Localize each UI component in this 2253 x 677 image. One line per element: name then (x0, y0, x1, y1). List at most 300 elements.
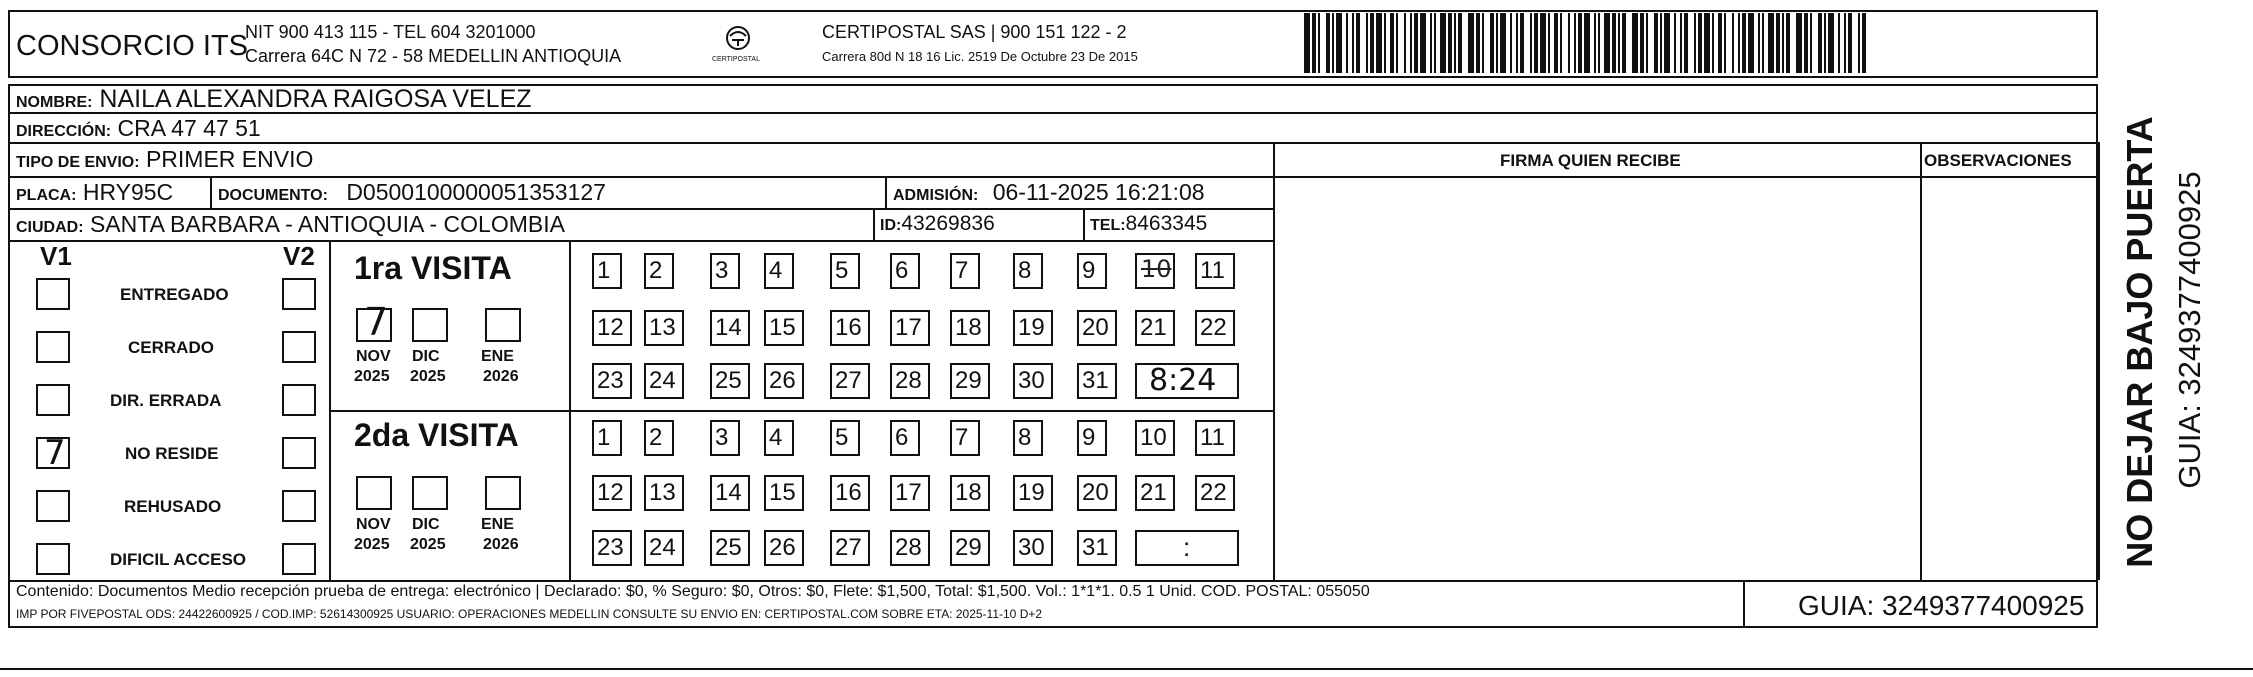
id-value: 43269836 (901, 212, 995, 235)
day-number: 17 (895, 479, 922, 506)
barcode-bar (1712, 13, 1714, 73)
barcode-bar (1858, 13, 1860, 73)
visit2-day-box[interactable] (1013, 420, 1043, 456)
visit2-day-box[interactable] (890, 420, 920, 456)
day-number: 30 (1018, 367, 1045, 394)
day-number: 14 (715, 479, 742, 506)
barcode-bar (1796, 13, 1802, 73)
day-number: 2 (649, 257, 663, 284)
barcode-bar (1598, 13, 1600, 73)
barcode-bar (1500, 13, 1506, 73)
visit1-month-year: 2026 (483, 368, 519, 385)
day-number: 1 (597, 424, 611, 451)
visit1-day-box[interactable] (644, 363, 684, 399)
visit2-month-name: DIC (412, 516, 440, 533)
tipo-row (16, 146, 313, 173)
day-number: 19 (1018, 479, 1045, 506)
visit2-month-year: 2025 (354, 536, 390, 553)
day-number: 13 (649, 314, 676, 341)
visit2-day-box[interactable] (710, 530, 750, 566)
admision-row (893, 179, 1205, 206)
visit1-month-checkbox[interactable] (412, 308, 448, 342)
tipo-label: TIPO DE ENVIO: (16, 154, 140, 171)
barcode-bar (1810, 13, 1812, 73)
visit2-day-box[interactable] (644, 530, 684, 566)
day-number: 18 (955, 314, 982, 341)
barcode-bar (1482, 13, 1484, 73)
visit2-day-box[interactable] (1077, 420, 1107, 456)
visit2-day-box[interactable] (890, 530, 930, 566)
visit1-day-box[interactable] (1013, 310, 1053, 346)
visit1-day-box[interactable] (950, 310, 990, 346)
barcode-bar (1440, 13, 1446, 73)
barcode-bar (1742, 13, 1746, 73)
day-number: 5 (835, 424, 849, 451)
visit1-day-box[interactable] (710, 363, 750, 399)
footer-guia: GUIA: 3249377400925 (1798, 590, 2085, 621)
visit1-day-box[interactable] (644, 253, 674, 289)
day-number: 26 (769, 367, 796, 394)
visit2-day-box[interactable] (592, 530, 632, 566)
barcode-bar (1786, 13, 1790, 73)
visit2-day-box[interactable] (592, 475, 632, 511)
tipo-value: PRIMER ENVIO (145, 146, 314, 172)
day-number: 15 (769, 479, 796, 506)
barcode-bar (1804, 13, 1808, 73)
v2-checkbox[interactable] (282, 490, 316, 522)
visit1-day-box[interactable] (764, 253, 794, 289)
visit1-month-checkbox[interactable] (356, 300, 392, 344)
barcode-bar (1640, 13, 1644, 73)
day-number: 8 (1018, 257, 1032, 284)
barcode-bar (1414, 13, 1418, 73)
visit1-day-box[interactable] (592, 310, 632, 346)
footer-line2: IMP POR FIVEPOSTAL ODS: 24422600925 / COD.IMP: 52614300925 USUARIO: OPERACIONES MEDELLIN CONSULTE SU ENVIO EN: CERTIPOSTAL.COM SOBRE ETA: 2025-11-10 D+2 (16, 607, 1043, 621)
day-number: 30 (1018, 534, 1045, 561)
barcode-bar (1824, 13, 1826, 73)
barcode-bar (1370, 13, 1374, 73)
status-option-label: DIFICIL ACCESO (110, 550, 247, 569)
barcode-bar (1622, 13, 1626, 73)
barcode-bar (1574, 13, 1576, 73)
day-number: 28 (895, 367, 922, 394)
visit1-month-name: NOV (356, 348, 391, 365)
visit1-month-mark: 7 (364, 300, 389, 344)
barcode-bar (1448, 13, 1452, 73)
barcode-bar (1356, 13, 1360, 73)
barcode-bar (1318, 13, 1320, 73)
barcode-bar (1694, 13, 1696, 73)
day-number: 15 (769, 314, 796, 341)
visit1-day-box[interactable] (1195, 253, 1235, 289)
placa-row (16, 179, 173, 206)
barcode-bar (1352, 13, 1354, 73)
barcode-bar (1540, 13, 1546, 73)
barcode-bar (1404, 13, 1406, 73)
visit1-day-box[interactable] (1135, 310, 1175, 346)
visit1-day-box[interactable] (1013, 253, 1043, 289)
v2-checkbox[interactable] (282, 437, 316, 469)
barcode-bar (1828, 13, 1834, 73)
visit2-month-checkbox[interactable] (412, 476, 448, 510)
barcode-bar (1768, 13, 1774, 73)
visit1-month-checkbox[interactable] (485, 308, 521, 342)
v1-checkbox[interactable] (36, 490, 70, 522)
visit2-day-box[interactable] (1195, 420, 1235, 456)
barcode-bar (1420, 13, 1426, 73)
barcode-bar (1612, 13, 1616, 73)
barcode-bar (1664, 13, 1670, 73)
visit2-day-box[interactable] (890, 475, 930, 511)
barcode-bar (1560, 13, 1562, 73)
visit1-day-box[interactable] (710, 253, 740, 289)
day-number: 20 (1082, 479, 1109, 506)
day-number: 12 (597, 479, 624, 506)
v1-checkbox[interactable] (36, 433, 70, 473)
visit1-day-box[interactable] (950, 253, 980, 289)
visit2-month-year: 2025 (410, 536, 446, 553)
barcode-bar (1654, 13, 1658, 73)
barcode-bar (1584, 13, 1590, 73)
visit1-day-box[interactable] (592, 363, 632, 399)
visit1-day-box[interactable] (830, 310, 870, 346)
documento-row (218, 179, 606, 206)
visit2-day-box[interactable] (1077, 475, 1117, 511)
barcode-bar (1618, 13, 1620, 73)
visit1-day-box[interactable] (890, 363, 930, 399)
barcode-bar (1396, 13, 1398, 73)
barcode-bar (1660, 13, 1662, 73)
visit2-day-box[interactable] (950, 530, 990, 566)
visit1-day-box[interactable] (1135, 253, 1175, 289)
barcode-bar (1724, 13, 1726, 73)
visit2-month-year: 2026 (483, 536, 519, 553)
time-colon: : (1183, 532, 1191, 562)
visit2-day-box[interactable] (710, 420, 740, 456)
visit2-day-box[interactable] (1135, 420, 1175, 456)
barcode-bar (1490, 13, 1494, 73)
visit1-day-box[interactable] (644, 310, 684, 346)
side-guia: GUIA: 3249377400925 (2172, 171, 2207, 489)
barcode-bar (1578, 13, 1582, 73)
status-option-label: CERRADO (128, 338, 214, 357)
firma-header: FIRMA QUIEN RECIBE (1500, 151, 1681, 170)
v1-checkbox[interactable] (36, 331, 70, 363)
visit2-day-box[interactable] (644, 475, 684, 511)
company-address: Carrera 64C N 72 - 58 MEDELLIN ANTIOQUIA (245, 46, 622, 66)
main-frame (8, 84, 2098, 628)
day-number: 2 (649, 424, 663, 451)
day-number: 11 (1200, 424, 1225, 451)
day-number: 9 (1082, 424, 1096, 451)
visit2-month-checkbox[interactable] (485, 476, 521, 510)
visit1-day-box[interactable] (890, 253, 920, 289)
visit1-day-box[interactable] (1077, 253, 1107, 289)
day-number: 11 (1200, 257, 1225, 284)
barcode-bar (1366, 13, 1368, 73)
day-number: 21 (1140, 479, 1167, 506)
tel-value: 8463345 (1125, 212, 1208, 235)
barcode-bar (1516, 13, 1518, 73)
barcode-icon (1302, 13, 1870, 73)
placa-value: HRY95C (82, 179, 174, 205)
day-number: 21 (1140, 314, 1167, 341)
v1-label: V1 (40, 241, 72, 271)
barcode-bar (1434, 13, 1436, 73)
day-number: 8 (1018, 424, 1032, 451)
day-number: 23 (597, 534, 624, 561)
barcode-bar (1604, 13, 1610, 73)
day-number: 25 (715, 534, 742, 561)
barcode-bar (1684, 13, 1688, 73)
barcode-bar (1818, 13, 1822, 73)
v1-checkbox[interactable] (36, 543, 70, 575)
barcode-bar (1848, 13, 1852, 73)
visit2-day-box[interactable] (1135, 475, 1175, 511)
visit2-day-box[interactable] (764, 475, 804, 511)
v2-checkbox[interactable] (282, 543, 316, 575)
day-number: 7 (955, 257, 969, 284)
barcode-bar (1454, 13, 1456, 73)
certipostal-logo (708, 24, 768, 70)
visit2-day-box[interactable] (592, 420, 622, 456)
company-name: CONSORCIO ITS (16, 30, 249, 62)
barcode-bar (1554, 13, 1558, 73)
barcode-bar (1346, 13, 1348, 73)
day-number: 24 (649, 534, 676, 561)
barcode-bar (1410, 13, 1412, 73)
day-number: 28 (895, 534, 922, 561)
nit-line: NIT 900 413 115 - TEL 604 3201000 (245, 22, 536, 42)
visit1-day-box[interactable] (1077, 310, 1117, 346)
visit2-day-box[interactable] (1013, 530, 1053, 566)
day-number: 7 (955, 424, 969, 451)
id-row (880, 212, 995, 236)
visit2-day-box[interactable] (764, 530, 804, 566)
day-number: 29 (955, 367, 982, 394)
barcode-bar (1758, 13, 1760, 73)
nombre-row (16, 85, 532, 114)
direccion-label: DIRECCIÓN: (16, 123, 112, 140)
barcode-bar (1312, 13, 1316, 73)
barcode-bar (1680, 13, 1682, 73)
admision-value: 06-11-2025 16:21:08 (992, 179, 1205, 205)
barcode-bar (1468, 13, 1474, 73)
day-number: 20 (1082, 314, 1109, 341)
v2-label: V2 (283, 241, 315, 271)
footer-line1: Contenido: Documentos Medio recepción prueba de entrega: electrónico | Declarado: $0, % Seguro: $0, Otros: $0, Flete: $1,500, Total: $1,500. Vol.: 1*1*1. 0.5 1 Unid. COD. POSTAL: 055050 (16, 583, 1370, 600)
visit2-day-box[interactable] (1077, 530, 1117, 566)
visit2-day-box[interactable] (1195, 475, 1235, 511)
day-number: 16 (835, 479, 862, 506)
barcode-bar (1510, 13, 1512, 73)
day-number: 4 (769, 424, 783, 451)
day-number: 23 (597, 367, 624, 394)
barcode-bar (1332, 13, 1334, 73)
visit1-month-name: DIC (412, 348, 440, 365)
barcode-bar (1698, 13, 1702, 73)
barcode-bar (1326, 13, 1330, 73)
day-number: 6 (895, 257, 909, 284)
barcode-bar (1548, 13, 1550, 73)
ciudad-label: CIUDAD: (16, 219, 84, 236)
barcode-bar (1568, 13, 1570, 73)
status-option-label: NO RESIDE (125, 444, 219, 463)
carrier-line: CERTIPOSTAL SAS | 900 151 122 - 2 (822, 22, 1127, 42)
tel-label: TEL: (1090, 217, 1126, 234)
tel-row (1090, 212, 1207, 236)
visit2-day-box[interactable] (644, 420, 674, 456)
visit2-month-checkbox[interactable] (356, 476, 392, 510)
documento-label: DOCUMENTO: (218, 187, 328, 204)
barcode-bar (1534, 13, 1538, 73)
barcode-bar (1748, 13, 1754, 73)
visit1-day-box[interactable] (1013, 363, 1053, 399)
v1-handwritten-mark: 7 (44, 433, 66, 473)
day-number: 29 (955, 534, 982, 561)
visit2-day-box[interactable] (1013, 475, 1053, 511)
barcode-bar (1718, 13, 1722, 73)
day-number: 16 (835, 314, 862, 341)
visit1-day-box[interactable] (830, 253, 860, 289)
direccion-row (16, 115, 261, 142)
day-number: 14 (715, 314, 742, 341)
barcode-bar (1376, 13, 1382, 73)
nombre-value: NAILA ALEXANDRA RAIGOSA VELEZ (99, 85, 532, 113)
visit2-day-box[interactable] (710, 475, 750, 511)
time-handwritten: 8:24 (1149, 363, 1217, 398)
barcode-bar (1594, 13, 1596, 73)
visit2-day-box[interactable] (830, 420, 860, 456)
barcode-bar (1304, 13, 1310, 73)
day-number: 24 (649, 367, 676, 394)
day-number: 5 (835, 257, 849, 284)
barcode-bar (1520, 13, 1524, 73)
barcode-bar (1738, 13, 1740, 73)
logo-text: CERTIPOSTAL (712, 56, 760, 63)
placa-label: PLACA: (16, 187, 77, 204)
visit1-title: 1ra VISITA (354, 250, 512, 286)
barcode-bar (1704, 13, 1710, 73)
visit1-day-box[interactable] (592, 253, 622, 289)
barcode-bar (1530, 13, 1532, 73)
visit2-time-box[interactable] (1135, 530, 1239, 566)
visit1-month-year: 2025 (410, 368, 446, 385)
barcode-bar (1632, 13, 1638, 73)
barcode-bar (1838, 13, 1840, 73)
day-number: 12 (597, 314, 624, 341)
status-option-label: ENTREGADO (120, 285, 229, 304)
day-number: 18 (955, 479, 982, 506)
day-number: 4 (769, 257, 783, 284)
visit1-day-box[interactable] (950, 363, 990, 399)
barcode-bar (1844, 13, 1846, 73)
day-number: 1 (597, 257, 611, 284)
v2-checkbox[interactable] (282, 331, 316, 363)
ciudad-value: SANTA BARBARA - ANTIOQUIA - COLOMBIA (89, 211, 565, 237)
visit2-day-box[interactable] (830, 475, 870, 511)
barcode-bar (1862, 13, 1866, 73)
barcode-bar (1646, 13, 1648, 73)
day-number: 22 (1200, 314, 1227, 341)
day-number: 13 (649, 479, 676, 506)
barcode-bar (1458, 13, 1462, 73)
day-number: 27 (835, 367, 862, 394)
visit1-day-box[interactable] (1077, 363, 1117, 399)
status-option-label: DIR. ERRADA (110, 391, 222, 410)
carrier-address: Carrera 80d N 18 16 Lic. 2519 De Octubre 23 De 2015 (822, 49, 1138, 64)
day-number: 31 (1082, 367, 1109, 394)
visit2-day-box[interactable] (764, 420, 794, 456)
visit2-month-name: ENE (481, 516, 514, 533)
barcode-bar (1430, 13, 1432, 73)
v1-checkbox[interactable] (36, 278, 70, 310)
visit2-day-box[interactable] (830, 530, 870, 566)
day-number: 19 (1018, 314, 1045, 341)
observaciones-header: OBSERVACIONES (1924, 151, 2072, 170)
visit1-day-box[interactable] (764, 363, 804, 399)
v1-checkbox[interactable] (36, 384, 70, 416)
day-number: 3 (715, 424, 729, 451)
visit1-time-box[interactable] (1135, 363, 1239, 399)
day-number: 25 (715, 367, 742, 394)
visit1-day-box[interactable] (1195, 310, 1235, 346)
id-label: ID: (880, 217, 902, 234)
visit2-day-box[interactable] (950, 475, 990, 511)
day-number: 31 (1082, 534, 1109, 561)
barcode-bar (1384, 13, 1386, 73)
day-number: 9 (1082, 257, 1096, 284)
barcode-bar (1776, 13, 1780, 73)
barcode-bar (1336, 13, 1342, 73)
visit1-day-box[interactable] (830, 363, 870, 399)
barcode-bar (1476, 13, 1480, 73)
nombre-label: NOMBRE: (16, 94, 93, 111)
v2-checkbox[interactable] (282, 278, 316, 310)
day-strike-mark: 10 (1141, 255, 1172, 283)
day-number: 10 (1140, 424, 1167, 451)
barcode-bar (1674, 13, 1676, 73)
side-warning: NO DEJAR BAJO PUERTA (2119, 116, 2160, 568)
day-number: 27 (835, 534, 862, 561)
visit1-day-box[interactable] (890, 310, 930, 346)
barcode-bar (1782, 13, 1784, 73)
day-number: 3 (715, 257, 729, 284)
barcode-bar (1732, 13, 1734, 73)
documento-value: D0500100000051353127 (346, 179, 606, 205)
visit1-month-name: ENE (481, 348, 514, 365)
bottom-cut-line (0, 668, 2253, 670)
direccion-value: CRA 47 47 51 (117, 115, 261, 141)
day-number: 22 (1200, 479, 1227, 506)
barcode-bar (1496, 13, 1498, 73)
day-number: 26 (769, 534, 796, 561)
visit2-month-name: NOV (356, 516, 391, 533)
day-number: 6 (895, 424, 909, 451)
day-number: 17 (895, 314, 922, 341)
visit1-day-box[interactable] (764, 310, 804, 346)
admision-label: ADMISIÓN: (893, 187, 979, 204)
visit2-title: 2da VISITA (354, 417, 519, 453)
logo-icon (708, 24, 768, 70)
visit1-day-box[interactable] (710, 310, 750, 346)
visit1-month-year: 2025 (354, 368, 390, 385)
visit2-day-box[interactable] (950, 420, 980, 456)
barcode-bar (1762, 13, 1764, 73)
v2-checkbox[interactable] (282, 384, 316, 416)
barcode-bar (1390, 13, 1394, 73)
status-option-label: REHUSADO (124, 497, 222, 516)
